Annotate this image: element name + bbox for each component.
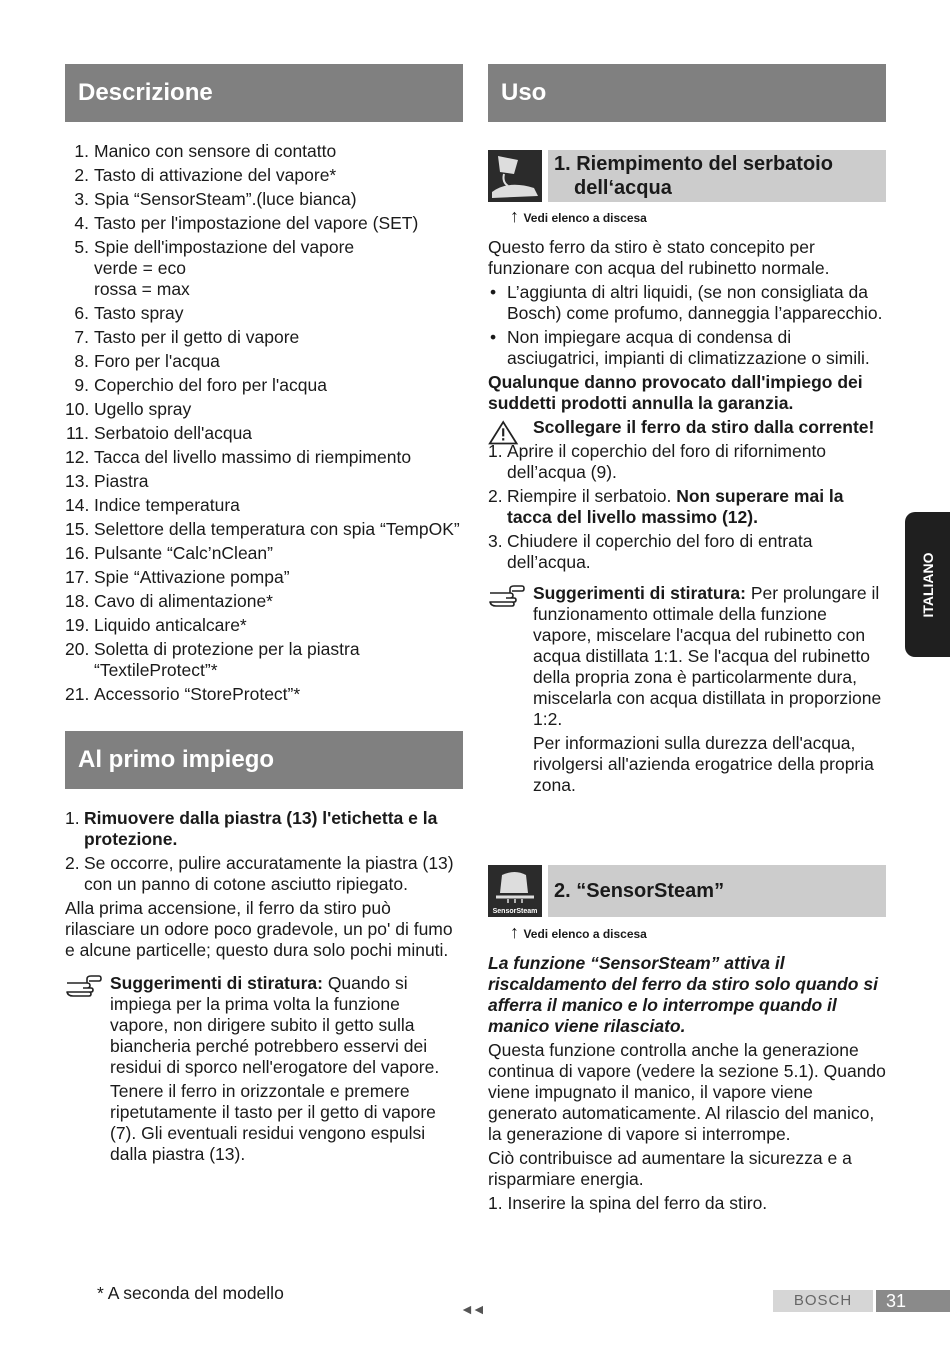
pointing-hand-icon (488, 583, 526, 607)
parts-list (65, 141, 463, 705)
first-use-step-2: 2. Se occorre, pulire accuratamente la piastra (13) con un panno di cotone asciutto ripiegato. (65, 853, 454, 894)
list-item: 8. Foro per l'acqua (74, 351, 220, 371)
list-item: 16. Pulsante “Calc’nClean” (65, 543, 273, 563)
section-2-body (488, 922, 886, 1214)
section-1-title: 1. Riempimento del serbatoio dell‘acqua (548, 150, 886, 202)
section-1-step-1: 1. Aprire il coperchio del foro di rifornimento dell’acqua (9). (488, 441, 827, 482)
first-use-header: Al primo impiego (65, 731, 463, 789)
section-1-paragraph: Questo ferro da stiro è stato concepito per funzionare con acqua del rubinetto normale. (488, 237, 830, 278)
sensorsteam-paragraph: Questa funzione controlla anche la generazione continua di vapore (vedere la sezione 5.1). Quando viene impugnato il manico, il vapore viene generato automaticamente. Al rilascio del manico, la generazione di vapore si interrompe. (488, 1040, 886, 1144)
first-use-paragraph: Alla prima accensione, il ferro da stiro può rilasciare un odore poco gradevole, un po' di fumo e alcune particelle; questo dura solo pochi minuti. (65, 898, 453, 960)
section-2-title: 2. “SensorSteam” (548, 865, 886, 917)
first-use-section (65, 731, 463, 1168)
list-item: 6. Tasto spray (74, 303, 184, 323)
uso-header: Uso (488, 64, 886, 122)
section-1-reference: ↑ Vedi elenco a discesa (510, 206, 647, 226)
reference-arrow-icon: ↑ (510, 922, 519, 942)
list-item: 20. Soletta di protezione per la piastra “TextileProtect”* (65, 639, 360, 680)
page-nav-arrows[interactable]: ◄◄ (460, 1301, 484, 1317)
description-header: Descrizione (65, 64, 463, 122)
right-column (488, 64, 886, 122)
sensorsteam-icon (488, 865, 542, 917)
section-1-bullet: • Non impiegare acqua di condensa di asciugatrici, impianti di climatizzazione o simili. (490, 327, 870, 368)
list-item: 18. Cavo di alimentazione* (65, 591, 273, 611)
footnote: * A seconda del modello (97, 1283, 284, 1303)
list-item: 10. Ugello spray (65, 399, 192, 419)
brand-label: BOSCH (773, 1290, 873, 1312)
first-use-tip: Suggerimenti di stiratura: Quando si impiega per la prima volta la funzione vapore, non dirigere subito il getto sulla biancheria perché potrebbero esservi dei residui di sporco nell'erogatore del vapore. Tenere il ferro in orizzontale e premere ripetutamente il tasto per il getto di vapore (7). Gli eventuali residui vengono espulsi dalla piastra (13). (65, 973, 463, 1165)
water-fill-icon (488, 150, 542, 202)
list-item: 14. Indice temperatura (65, 495, 240, 515)
warranty-note: Qualunque danno provocato dall'impiego dei suddetti prodotti annulla la garanzia. (488, 372, 863, 413)
list-item: 1. Manico con sensore di contatto (74, 141, 337, 161)
list-item: 12. Tacca del livello massimo di riempimento (65, 447, 412, 467)
first-use-step-1: 1. Rimuovere dalla piastra (13) l'etichetta e la protezione. (65, 808, 438, 849)
list-item: 17. Spie “Attivazione pompa” (65, 567, 290, 587)
sensorsteam-step: 1. Inserire la spina del ferro da stiro. (488, 1193, 768, 1213)
section-1-tip: Suggerimenti di stiratura: Per prolungare il funzionamento ottimale della funzione vapore, miscelare l'acqua del rubinetto con acqua distillata 1:1. Se l'acqua del rubinetto della propria zona è particolarmente dura, miscelarla con acqua distillata in proporzione 1:2. Per informazioni sulla durezza dell'acqua, rivolgersi all'azienda erogatrice della propria zona. (488, 583, 886, 796)
list-item: 15. Selettore della temperatura con spia “TempOK” (65, 519, 460, 539)
list-item: 9. Coperchio del foro per l'acqua (74, 375, 327, 395)
section-1-body (488, 206, 886, 799)
section-1-step-2: 2. Riempire il serbatoio. Non superare mai la tacca del livello massimo (12). (488, 486, 844, 527)
left-column (65, 64, 463, 708)
list-item: 13. Piastra (65, 471, 149, 491)
list-item: 2. Tasto di attivazione del vapore* (74, 165, 337, 185)
list-item: 5. Spie dell'impostazione del vapore verde = eco rossa = max (74, 237, 355, 299)
list-item: 4. Tasto per l'impostazione del vapore (SET) (74, 213, 419, 233)
list-item: 19. Liquido anticalcare* (65, 615, 247, 635)
reference-arrow-icon: ↑ (510, 206, 519, 226)
section-1-step-3: 3. Chiudere il coperchio del foro di entrata dell’acqua. (488, 531, 813, 572)
list-item: 11. Serbatoio dell'acqua (65, 423, 253, 443)
list-item: 3. Spia “SensorSteam”.(luce bianca) (74, 189, 357, 209)
sensorsteam-icon-label: SensorSteam (492, 908, 538, 915)
section-2-reference: ↑ Vedi elenco a discesa (510, 922, 647, 942)
warning-block: Scollegare il ferro da stiro dalla corrente! (488, 417, 886, 438)
list-item: 21. Accessorio “StoreProtect”* (65, 684, 301, 704)
language-tab: ITALIANO (905, 512, 950, 657)
list-item: 7. Tasto per il getto di vapore (74, 327, 300, 347)
pointing-hand-icon (65, 973, 103, 997)
section-1-bullet: • L’aggiunta di altri liquidi, (se non consigliata da Bosch) come profumo, danneggia l’apparecchio. (490, 282, 883, 323)
sensorsteam-paragraph: Ciò contribuisce ad aumentare la sicurezza e a risparmiare energia. (488, 1148, 852, 1189)
sensorsteam-intro: La funzione “SensorSteam” attiva il riscaldamento del ferro da stiro solo quando si afferra il manico e lo interrompe quando il manico viene rilasciato. (488, 953, 878, 1036)
page-number: 31 (876, 1290, 950, 1312)
